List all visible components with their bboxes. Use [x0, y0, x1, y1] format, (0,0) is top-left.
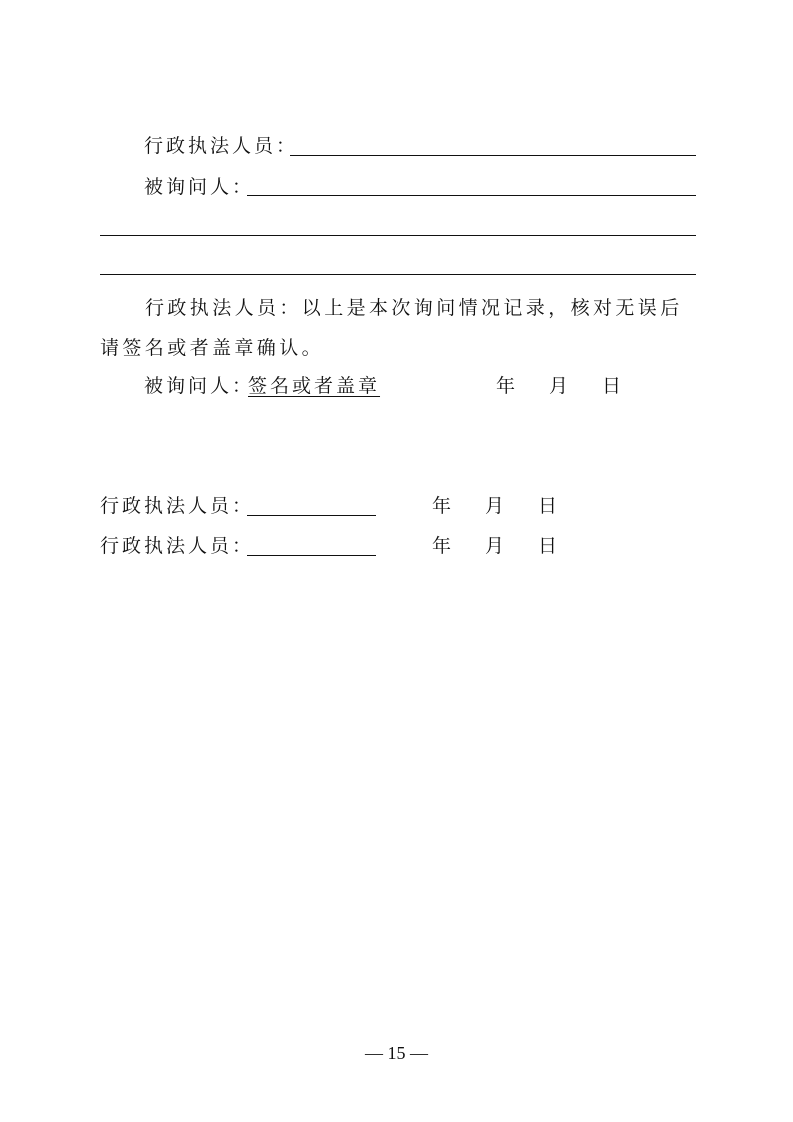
officer-signature-label: 行政执法人员： [100, 495, 255, 517]
interviewee-signature-label: 被询问人： [144, 375, 255, 397]
date-day-label: 日 [538, 535, 561, 557]
date-month-label: 月 [485, 495, 508, 517]
interviewee-answer-line[interactable] [247, 195, 696, 196]
date-month-label: 月 [549, 375, 572, 397]
date-day-label: 日 [538, 495, 561, 517]
officer-answer-label: 行政执法人员： [144, 135, 299, 157]
interviewee-answer-label: 被询问人： [144, 176, 255, 198]
officer-answer-line[interactable] [290, 155, 696, 156]
officer-signature-line[interactable] [247, 555, 376, 556]
page-number: — 15 — [365, 1043, 428, 1063]
blank-answer-line[interactable] [100, 274, 696, 275]
interviewee-signature-field[interactable]: 签名或者盖章 [248, 375, 381, 397]
officer-signature-label: 行政执法人员： [100, 535, 255, 557]
officer-signature-line[interactable] [247, 515, 376, 516]
date-year-label: 年 [432, 535, 455, 557]
date-month-label: 月 [485, 535, 508, 557]
date-day-label: 日 [602, 375, 625, 397]
date-year-label: 年 [432, 495, 455, 517]
blank-answer-line[interactable] [100, 235, 696, 236]
date-year-label: 年 [496, 375, 519, 397]
confirmation-paragraph: 行政执法人员：以上是本次询问情况记录，核对无误后请签名或者盖章确认。 [100, 297, 683, 359]
